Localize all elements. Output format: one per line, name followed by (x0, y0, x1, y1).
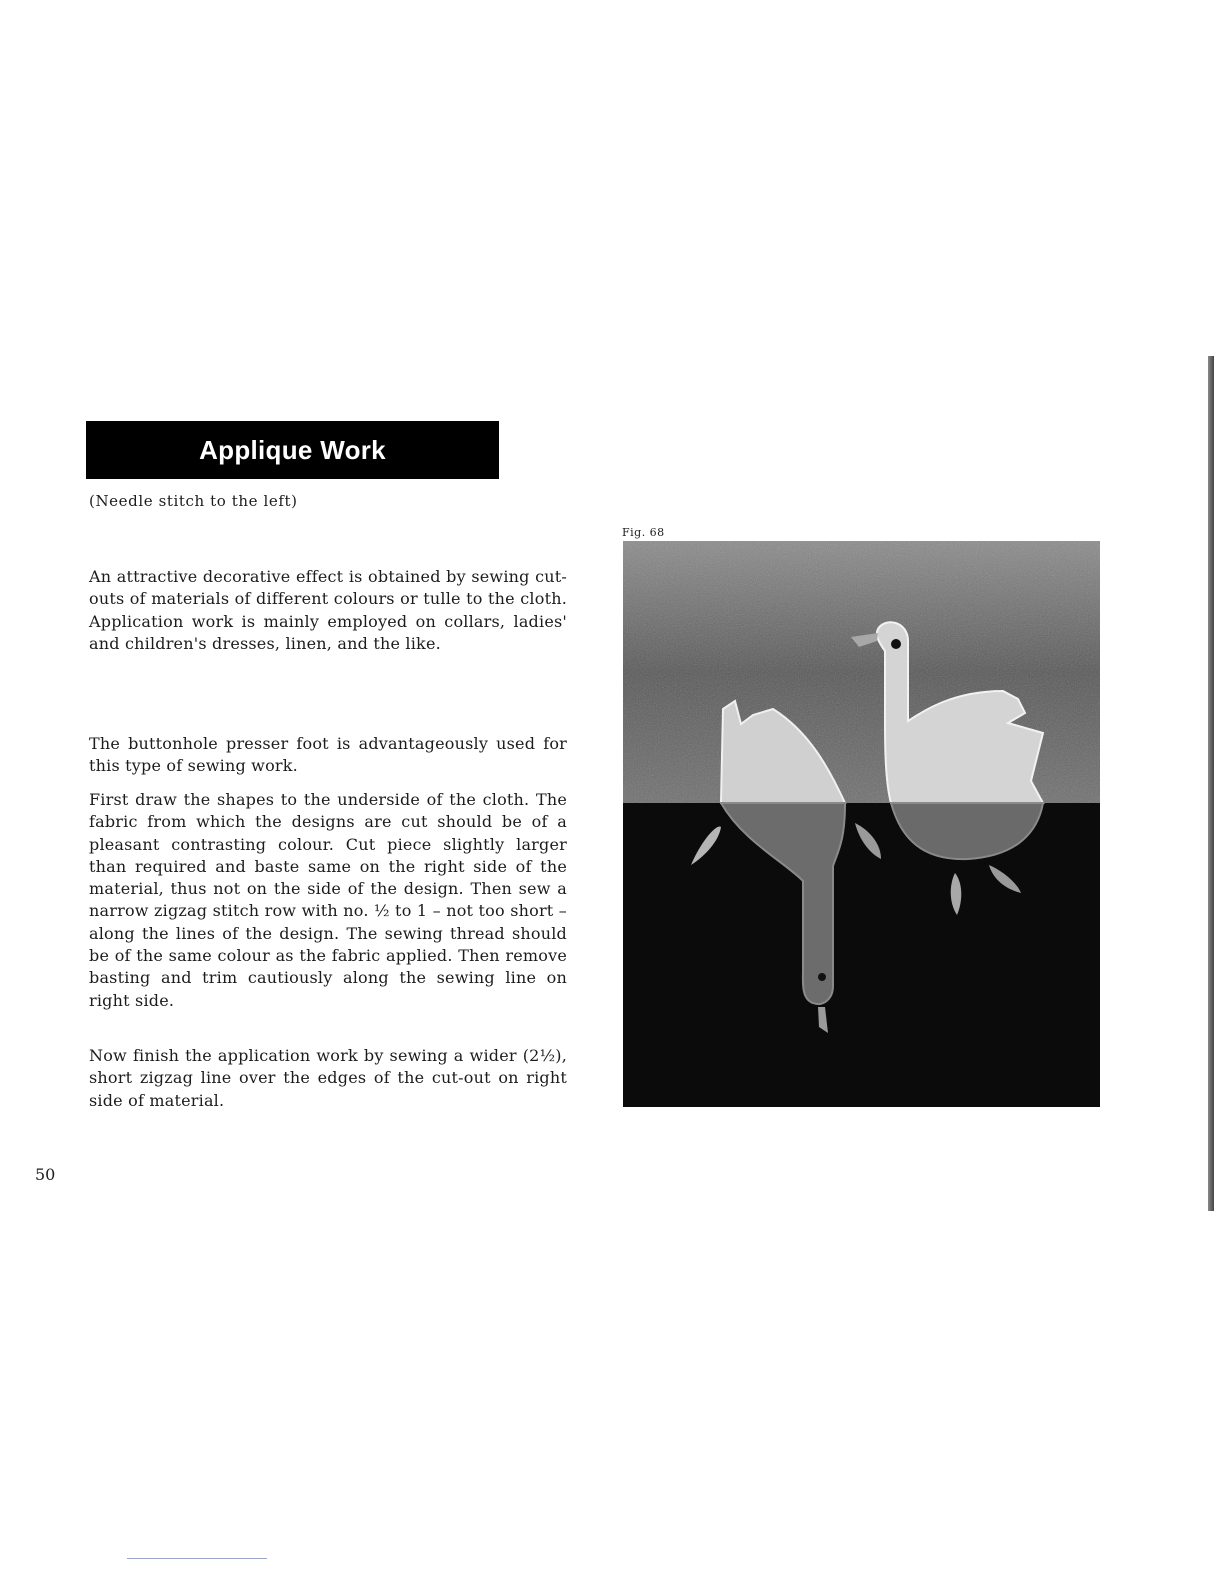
subtitle: (Needle stitch to the left) (89, 492, 298, 510)
page-edge-shadow (1208, 356, 1214, 1211)
paragraph-presser-foot: The buttonhole presser foot is advantageously used for this type of sewing work. (89, 734, 567, 776)
paragraph-instructions: First draw the shapes to the underside of the cloth. The fabric from which the designs are cut should be of a pleasant contrasting colour. Cut piece slightly larger than required and baste same on the right side of the material, thus not on the side of the design. Then sew a narrow zigzag stitch row with no. ½ to 1 – not too short – along the lines of the design. The sewing thread should be of the same colour as the fabric applied. Then remove basting and trim cautiously along the sewing line on right side. (89, 790, 567, 1010)
section-title: Applique Work (199, 434, 386, 465)
bottom-fabric (623, 803, 1100, 1107)
section-title-bar (86, 421, 499, 479)
bottom-rule (127, 1558, 267, 1559)
applique-swans-image (623, 541, 1100, 1107)
page-number: 50 (35, 1165, 56, 1184)
paragraph-intro: An attractive decorative effect is obtained by sewing cut-outs of materials of different colours or tulle to the cloth. Application work is mainly employed on collars, ladies' and children's dresses, linen, and the like. (89, 567, 567, 653)
paragraph-finish: Now finish the application work by sewing a wider (2½), short zigzag line over the edges of the cut-out on right side of material. (89, 1046, 567, 1110)
figure-label: Fig. 68 (622, 526, 665, 539)
